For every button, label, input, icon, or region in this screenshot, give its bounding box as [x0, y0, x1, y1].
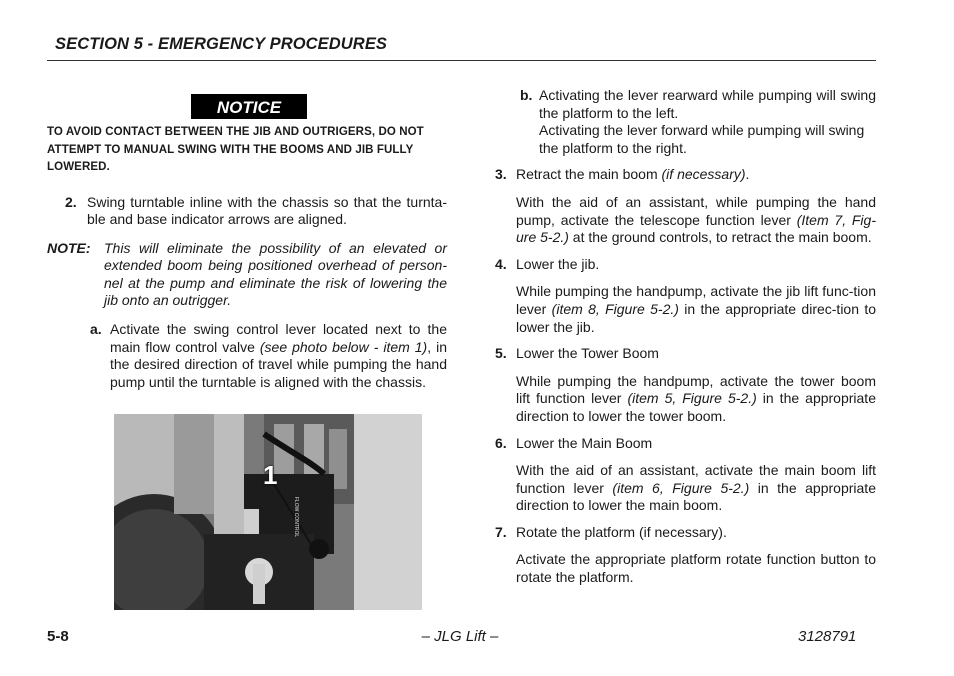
sub-step-text-2: Activating the lever forward while pumping will swing the platform to the right. — [539, 122, 865, 156]
step-text: Rotate the platform (if necessary). — [516, 523, 727, 540]
section-header: SECTION 5 - EMERGENCY PROCEDURES — [55, 35, 388, 53]
step-6 — [495, 435, 876, 453]
step-3-detail — [495, 194, 876, 247]
notice-label: NOTICE — [191, 94, 307, 119]
figure-ref: (item 5, Figure 5-2.) — [627, 390, 757, 407]
step-text: Lower the Main Boom — [516, 434, 653, 451]
footer-center: – JLG Lift – — [421, 628, 499, 645]
document-number: 3128791 — [798, 628, 857, 645]
step-text: Retract the main boom — [516, 166, 662, 183]
photo-callout-1: 1 — [263, 460, 278, 490]
valve-photo-illustration — [114, 414, 422, 610]
figure-ref: (Item 7, Fig-ure 5-2.) — [516, 211, 876, 246]
note-text: This will eliminate the possibility of an elevated or extended boom being positioned overhead of person-nel at the pump and eliminate the risk of lowering the jib onto an outrigger. — [104, 239, 447, 309]
step-5-detail — [495, 373, 876, 426]
detail-text-cont: in the appropriate direc-tion to lower the jib. — [516, 300, 876, 335]
sub-step-text: Activate the swing control lever located next to the main flow control valve — [110, 321, 447, 355]
left-column — [47, 94, 447, 391]
step-number: 7. — [495, 523, 507, 540]
sub-step-label: a. — [90, 321, 102, 338]
note-label: NOTE: — [47, 239, 91, 256]
step-3 — [495, 166, 876, 184]
step-text: Swing turntable inline with the chassis so that the turnta-ble and base indicator arrows are aligned. — [87, 193, 447, 228]
detail-text: Activate the appropriate platform rotate function button to rotate the platform. — [516, 551, 876, 586]
step-number: 2. — [65, 193, 77, 210]
detail-text-cont: in the appropriate direction to lower the main boom. — [516, 479, 876, 514]
step-number: 3. — [495, 166, 507, 183]
detail-text: With the aid of an assistant, activate the main boom lift function lever — [516, 462, 876, 496]
note — [47, 240, 447, 310]
step-number: 6. — [495, 434, 507, 451]
figure-ref: (item 6, Figure 5-2.) — [612, 479, 750, 496]
detail-text-cont: at the ground controls, to retract the main boom. — [568, 229, 872, 246]
photo-reference: (see photo below - item 1) — [259, 338, 428, 355]
detail-text-cont: in the appropriate direction to lower the tower boom. — [516, 390, 876, 424]
notice-text: TO AVOID CONTACT BETWEEN THE JIB AND OUTRIGERS, DO NOT ATTEMPT TO MANUAL SWING WITH THE BOOMS AND JIB FULLY LOWERED. — [47, 124, 424, 173]
detail-text: While pumping the handpump, activate the jib lift func-tion lever — [516, 283, 876, 317]
valve-photo — [114, 414, 422, 610]
valve-label: FLOW CONTROL — [293, 496, 300, 538]
step-tail: . — [745, 166, 750, 183]
notice-block — [47, 94, 447, 119]
page-number: 5-8 — [47, 628, 69, 645]
header-rule — [47, 60, 876, 61]
step-text: Lower the Tower Boom — [516, 345, 659, 362]
right-column — [495, 87, 876, 587]
step-ref: (if necessary) — [661, 166, 746, 183]
step-7 — [495, 524, 876, 542]
sub-step-text-cont: , in the desired direction of travel while pumping the hand pump until the turntable is aligned with the chassis. — [110, 338, 447, 390]
step-4-detail — [495, 283, 876, 336]
step-6-detail — [495, 462, 876, 515]
figure-ref: (item 8, Figure 5-2.) — [551, 300, 679, 317]
step-number: 5. — [495, 345, 507, 362]
step-2 — [47, 194, 447, 229]
detail-text: While pumping the handpump, activate the tower boom lift function lever — [516, 372, 876, 407]
step-4 — [495, 256, 876, 274]
step-text: Lower the jib. — [516, 255, 600, 272]
step-7-detail — [495, 551, 876, 586]
sub-step-text: Activating the lever rearward while pumping will swing the platform to the left. — [539, 87, 876, 121]
sub-step-b — [495, 87, 876, 157]
step-5 — [495, 345, 876, 363]
sub-step-label: b. — [520, 87, 533, 103]
detail-text: With the aid of an assistant, while pumping the hand pump, activate the telescope function lever — [516, 193, 876, 228]
sub-step-a — [47, 321, 447, 391]
step-number: 4. — [495, 255, 507, 272]
